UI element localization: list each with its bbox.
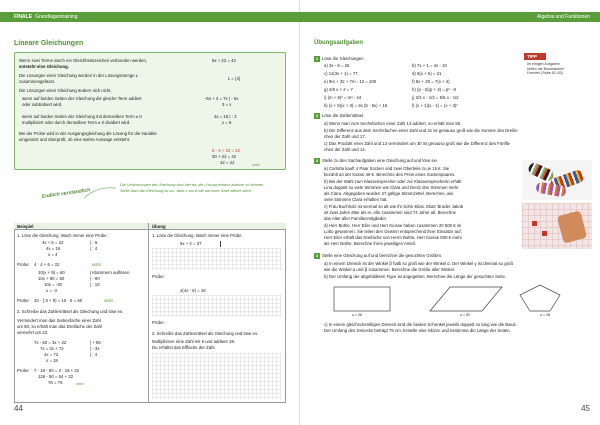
t3-l3: b) Bei der Wahl zum Klassensprecher oder zur Klassensprecherin erhält — [324, 179, 462, 184]
t3-l10: d) Herr Bothe, Herr Eiler und Herr Kiosse haben zusammen 20 500 € im — [324, 223, 462, 228]
info-example-wahr: wahr — [252, 163, 260, 167]
t1-b: b) 7x + 1 = 4x - 10 — [412, 63, 447, 68]
ex2-l6: 4x = 72 — [44, 352, 59, 357]
t3-l11: Lotto gewonnen. Sie teilen den Gewinn entsprechend ihrer Einsätze auf. — [324, 229, 462, 234]
t1-f: f) 8x + 20 = 7(x + 4) — [412, 79, 450, 84]
info-line-5: Die Lösungen einer Gleichung ändern sich nicht, — [19, 88, 112, 93]
ex1-l4: 10(x + 9) = 60 — [38, 270, 65, 275]
ex2-probe-l2: 126 - 50 = 54 + 22 — [38, 374, 74, 379]
page-number-left: 44 — [14, 404, 23, 413]
info-example-4: 3 = x — [222, 102, 232, 107]
ue1-grid-1[interactable] — [152, 248, 282, 270]
t3-l2: bezahlt an der Kasse 46 €. Berechne den Preis eines Sockenpaares. — [324, 172, 456, 177]
t2-a: a) Wenn man zum Sechsfachen einer Zahl 13 addiert, so erhält man 55. — [324, 121, 462, 126]
header-left-text: Grundlagentraining — [35, 14, 78, 20]
tipp-title: TIPP — [524, 53, 546, 60]
ue2-grid[interactable] — [152, 353, 282, 399]
task-number-4: 4 — [315, 253, 319, 258]
ue2-head-1: 2. Schreibe das Zahlenrätsel als Gleichung und löse es. — [152, 331, 259, 336]
ex1-probe1: Probe: — [17, 262, 30, 267]
ex1-op2: | : 4 — [90, 246, 98, 251]
page-number-right: 45 — [581, 404, 590, 413]
table-divider — [148, 223, 149, 403]
ex2-op3: | : 4 — [90, 352, 98, 357]
ex2-l2: um 50, so erhält man das Dreifache der Zahl — [17, 324, 103, 329]
ue1-eq2: 4(4x - 6) = 16 — [180, 288, 206, 293]
t1-i: i) (m + 6)² = m² - 24 — [324, 95, 362, 100]
right-title: Übungsaufgaben — [314, 40, 363, 46]
ex1-op3: | Klammern auflösen — [90, 270, 130, 275]
col-uebung: Übung — [152, 224, 166, 229]
info-line-8: wenn auf beiden Seiten der Gleichung mit demselben Term ≠ 0 — [22, 114, 142, 119]
info-line-2: entsteht eine Gleichung. — [19, 64, 69, 69]
ex1-probe2: Probe: — [17, 298, 30, 303]
info-example-8: 20 + 22 = 42 — [212, 154, 237, 159]
geometry-figures — [330, 281, 570, 321]
ex2-probe-l3: 76 = 76 — [48, 380, 63, 385]
lottery-ticket-image — [522, 203, 592, 249]
t4-head: Stelle eine Gleichung auf und berechne die gesuchten Größen. — [322, 253, 443, 258]
t1-h: h) (p - 2)(p + 3) = p² - 8 — [412, 87, 456, 92]
ex1-l7: x = -3 — [46, 288, 57, 293]
ex1-l5: 10x + 90 = 60 — [38, 276, 65, 281]
example-table-header — [14, 223, 286, 230]
rectangle-figure — [334, 287, 390, 311]
hint-line-1: Die Umformungen der Gleichung sind hier da, die Lösung einfach ablesen zu können. — [120, 183, 265, 187]
ex2-l3: vermehrt um 22. — [17, 330, 49, 335]
info-line-9: multipliziert oder durch denselben Term ≠ 0 dividiert wird. — [22, 120, 131, 125]
ue2-l2: Du erhältst das Elffache der Zahl. — [152, 345, 216, 350]
info-example-2: L = {4} — [228, 76, 241, 81]
t1-a: a) 3x - 8 = 25 — [324, 63, 350, 68]
ex2-l1: Vermindert man das Siebenfache einer Zahl — [17, 318, 101, 323]
t2-c2: chen der Zahl und 14. — [324, 147, 366, 152]
info-line-6: wenn auf beiden Seiten der Gleichung die gleiche Term addiert — [22, 96, 142, 101]
t3-l6: viele Stimmen Clara erhalten hat. — [324, 197, 388, 202]
socks-image — [522, 160, 592, 200]
t1-head: Löse die Gleichungen. — [322, 56, 365, 61]
ex2-l5: 7x = 3x + 72 — [40, 346, 64, 351]
fig-label-2: u = 52 — [460, 313, 471, 317]
ex2-wahr: wahr — [76, 382, 84, 386]
info-example-6: x = 6 — [222, 120, 232, 125]
t3-l9: das Alter aller Familienmitglieder. — [324, 216, 388, 221]
info-example-9: 42 = 42 — [220, 160, 235, 165]
ue1-probe2: Probe: — [152, 320, 165, 325]
t4-b: b) Der Umfang der abgebildeten Figur ist angegeben. Berechne die Länge der gesuchten Seite. — [324, 274, 507, 279]
hint-label: Endlich verständlich — [41, 187, 91, 200]
col-beispiel: Beispiel — [17, 224, 34, 229]
parallelogram-figure — [430, 287, 502, 311]
ex2-probe-l1: 7 · 18 - 50 = 3 · 18 + 22 — [34, 368, 80, 373]
hint-line-2: Stelle dazu die Gleichung so um, dass x am Ende auf einer Seite alleine steht. — [120, 189, 252, 193]
tipp-line-3: Formeln (Seite 82–83). — [527, 71, 564, 75]
header-left — [0, 12, 300, 22]
ex1-l1: 4x + 6 = 22 — [42, 240, 64, 245]
t2-c1: c) Das Produkt einer Zahl und 13 vermindert um 30 ist genauso groß wie die Differenz des Fünffa- — [324, 141, 511, 146]
ue1-head: 1. Löse die Gleichung. Mach immer eine Probe. — [152, 233, 243, 238]
task-number-3: 3 — [315, 158, 319, 163]
info-line-7: oder subtrahiert wird. — [22, 102, 63, 107]
task-number-1: 1 — [315, 56, 319, 61]
info-line-10: Bei der Probe wird in der Ausgangsgleichung die Lösung für die Variable — [19, 131, 157, 136]
t1-j: j) 2/3 x - 1/3 = 5/6 x - 1/2 — [412, 95, 459, 100]
ue1-bar — [220, 241, 221, 247]
t2-head: Löse die Zahlenrätsel. — [322, 113, 365, 118]
info-example-7: 5 · 4 + 22 = 42 — [212, 148, 240, 153]
task-number-2: 2 — [315, 113, 319, 118]
ex1-head: 1. Löse die Gleichung. Mach immer eine Probe. — [17, 233, 108, 238]
tipp-line-2: helfen die Binomischen — [527, 66, 565, 71]
ex1-l6: 10x = -30 — [44, 282, 63, 287]
ue1-probe1: Probe: — [152, 274, 165, 279]
ex1-op1: | - 6 — [90, 240, 98, 245]
hint-arrow-icon — [82, 182, 122, 202]
info-box — [14, 52, 286, 170]
ex1-wahr2: wahr — [104, 298, 114, 303]
tipp-line-1: Im einigen Aufgaben — [527, 62, 560, 66]
t2-b2: chen der Zahl und 17. — [324, 134, 366, 139]
ex2-op1: | + 50 — [90, 340, 101, 345]
ex1-op5: | : 10 — [90, 282, 100, 287]
info-line-11: eingesetzt und überprüft, ob eine wahre Aussage entsteht. — [19, 137, 131, 142]
ex1-l3: x = 4 — [48, 252, 58, 257]
t3-head: Stelle zu den Sachaufgaben eine Gleichung auf und löse sie. — [322, 158, 439, 163]
ex2-l4: 7x - 50 = 3x + 22 — [34, 340, 67, 345]
t3-l7: c) Frau Buchholz ist viermal so alt wie ihr Sohn Elias. Elias' Bruder Jakob — [324, 204, 464, 209]
ue2-l1: Multipliziere eine Zahl mit 9 und addiere 28. — [152, 339, 236, 344]
ue1-grid-2[interactable] — [152, 295, 282, 317]
header-left-bold: FINALE — [14, 14, 33, 20]
ex1-probe1-eq: 4 · 4 + 6 = 22 — [34, 262, 60, 267]
tipp-text — [524, 60, 592, 78]
t3-l13: als Herr Bothe. Berechne ihren jeweiligen Anteil. — [324, 241, 416, 246]
t1-l: l) (x + 1)(x - 1) = (x + 3)² — [412, 103, 458, 108]
tipp-box — [524, 53, 592, 88]
ue1-eq1: 5x + 2 = 37 — [180, 241, 202, 246]
t3-l4: Lina doppelt so viele Stimmen wie Clara und Deniz drei Stimmen mehr — [324, 185, 459, 190]
t1-c: c) 11(3x + 1) = 77 — [324, 71, 358, 76]
info-line-3: Die Lösungen einer Gleichung werden in der Lösungsmenge L — [19, 73, 139, 78]
ex2-op2: | - 3x — [90, 346, 100, 351]
info-line-4: zusammengefasst. — [19, 79, 56, 84]
ex1-op4: | - 90 — [90, 276, 100, 281]
t2-b1: b) Die Differenz aus dem Sechsfachen einer Zahl und 31 ist genauso groß wie die Summe des Dreifa- — [324, 128, 519, 133]
fig-label-1: u = 26 — [352, 313, 363, 317]
right-page — [300, 0, 600, 425]
t1-d: d) 5(x + 6) = 21 — [412, 71, 442, 76]
t1-e: e) 9m + 32 + 7m - 12 = 100 — [324, 79, 377, 84]
t4-a2: wie die Winkel α und β zusammen. Berechne die Größe aller Winkel. — [324, 267, 456, 272]
ex1-wahr1: wahr — [92, 262, 102, 267]
header-right: Algebra und Funktionen — [300, 12, 600, 22]
info-example-1: 5x + 22 = 42 — [212, 58, 236, 63]
ex2-head: 2. Schreibe das Zahlenrätsel als Gleichung und löse es. — [17, 309, 124, 314]
t4-a1: a) In einem Dreieck ist der Winkel β halb so groß wie der Winkel α. Der Winkel γ ist dreimal so groß — [324, 261, 514, 266]
t3-l8: ist zwei Jahre älter als er. Alle zusammen sind 74 Jahre alt. Berechne — [324, 210, 457, 215]
t3-l5: als Clara. Abgegeben wurden 27 gültige Stimmzettel. Berechne, wie — [324, 191, 454, 196]
ex1-l2: 4x = 16 — [46, 246, 61, 251]
t4-c1: c) In einem gleichschenkligen Dreieck sind die beiden Schenkel jeweils doppelt so lang wie die Basis. — [324, 322, 517, 327]
pentagon-figure — [520, 285, 560, 311]
ex2-l7: x = 18 — [46, 358, 58, 363]
fig-label-3: u = 28 — [540, 313, 551, 317]
t4-c2: Der Umfang des Dreiecks beträgt 75 cm. Erstelle eine Skizze und bestimme die Länge der Seiten. — [324, 328, 511, 333]
info-example-3: -6x + 3 = 7x | - 6x — [205, 96, 239, 101]
t1-k: k) (x + 5)(x + 3) = 3x (5 - 5x) + 16 — [324, 103, 388, 108]
info-line-1: Wenn zwei Terme durch ein Gleichheitszeichen verbunden werden, — [19, 58, 148, 63]
t3-l1: a) Carlotta kauft 4 Paar Socken und zwei Oberteile zu je 15 €. Sie — [324, 166, 450, 171]
left-title: Lineare Gleichungen — [14, 40, 84, 47]
ex1-probe2-eq: 10 · (-3 + 9) = 10 · 6 = 60 — [34, 298, 83, 303]
t1-g: g) 4/5 x + 2 = 7 — [324, 87, 353, 92]
t3-l12: Herr Eiler erhält das Dreifache von Herrn Bothe, Herr Kiosse 500 € mehr — [324, 235, 463, 240]
info-example-5: 3x = 18 | : 3 — [214, 114, 237, 119]
ex2-probe: Probe: — [17, 368, 30, 373]
